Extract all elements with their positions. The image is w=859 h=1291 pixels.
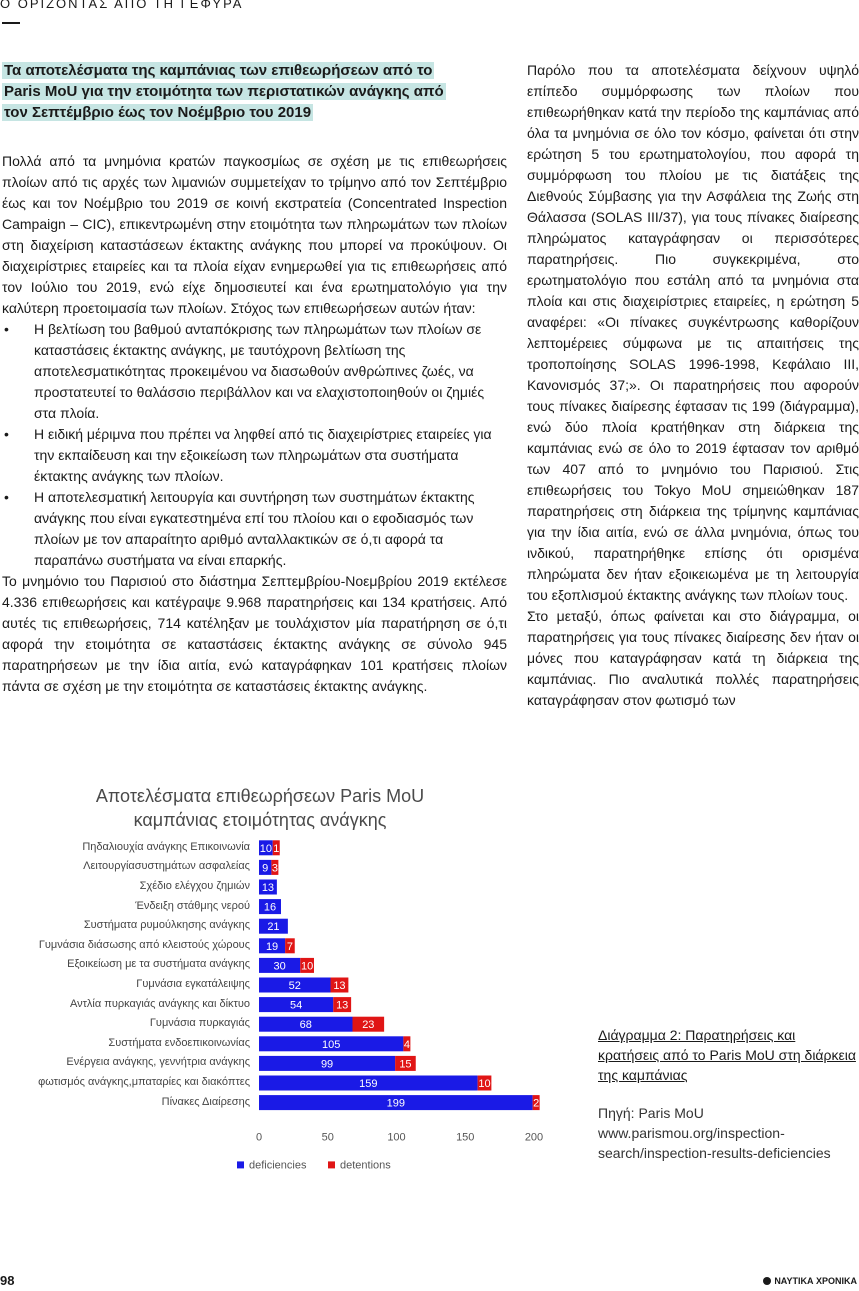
detention-value-label: 4 bbox=[403, 1038, 410, 1051]
category-label: Σχέδιο ελέγχου ζημιών bbox=[139, 880, 250, 892]
objective-item: • Η βελτίωση του βαθμού ανταπόκρισης των πληρωμάτων των πλοίων σε καταστάσεις έκτακτης ανάγκης, με ταυτόχρονη βελτίωση της αποτελεσματικότητας προκειμένου να διασωθούν ανθρώπινες ζωές, να προστατευτεί το θαλάσσιο περιβάλλον και να ελαχιστοποιηθούν οι ζημιές στα πλοία. bbox=[2, 319, 507, 424]
category-label: Πίνακες Διαίρεσης bbox=[161, 1095, 250, 1108]
chart-title-line-1: Αποτελέσματα επιθεωρήσεων Paris MoU bbox=[95, 786, 425, 806]
caption-source-url: www.parismou.org/inspection-search/inspection-results-deficiencies bbox=[598, 1125, 831, 1161]
brand-name: ΝΑΥΤΙΚΑ ΧΡΟΝΙΚΑ bbox=[774, 1276, 857, 1286]
publication-brand bbox=[763, 1276, 857, 1286]
legend-label: deficiencies bbox=[249, 1159, 307, 1172]
x-tick-label: 200 bbox=[524, 1131, 544, 1144]
category-label: Γυμνάσια εγκατάλειψης bbox=[136, 978, 250, 990]
category-label: φωτισμός ανάγκης,μπαταρίες και διακόπτες bbox=[38, 1076, 250, 1088]
x-tick-label: 50 bbox=[321, 1131, 334, 1144]
chart-title-line-2: καμπάνιας ετοιμότητας ανάγκης bbox=[133, 810, 387, 830]
paragraph-1: Πολλά από τα μνημόνια κρατών παγκοσμίως σε σχέση με τις επιθεωρήσεις πλοίων από τις αρχές των λιμανιών συμμετείχαν το τρίμηνο από τον Σεπτέμβριο έως και τον Νοέμβριο του 2019 σε κοινή εκστρατεία (Concentrated Inspection Campaign – CIC), επικεντρωμένη στην ετοιμότητα των πληρωμάτων των πλοίων στη διαχείριση καταστάσεων έκτακτης ανάγκης που μπορεί να προκύψουν. Οι διαχειρίστριες εταιρείες και τα πλοία είχαν ενημερωθεί για τις επιθεωρήσεις από τον Ιούλιο του 2019, ενώ είχε δημοσιευτεί και ένα ερωτηματολόγιο για την καλύτερη προετοιμασία των πλοίων. Στόχος των επιθεωρήσεων αυτών ήταν: bbox=[2, 153, 507, 316]
caption-title: Διάγραμμα 2: Παρατηρήσεις και κρατήσεις από το Paris MoU στη διάρκεια της καμπάνιας bbox=[598, 1027, 856, 1083]
category-label: Αντλία πυρκαγιάς ανάγκης και δίκτυο bbox=[69, 997, 250, 1010]
detention-value-label: 2 bbox=[533, 1097, 540, 1110]
deficiency-value-label: 19 bbox=[265, 940, 279, 953]
category-label: Γυμνάσια διάσωσης από κλειστούς χώρους bbox=[38, 938, 250, 951]
category-label: Ένδειξη στάθμης νερού bbox=[135, 899, 250, 912]
detention-value-label: 7 bbox=[286, 940, 293, 953]
category-label: Πηδαλιουχία ανάγκης Επικοινωνία bbox=[82, 840, 250, 853]
x-tick-label: 0 bbox=[255, 1131, 263, 1144]
page-number: 98 bbox=[0, 1273, 15, 1288]
left-column bbox=[2, 60, 507, 697]
deficiency-value-label: 52 bbox=[288, 980, 301, 992]
deficiency-value-label: 30 bbox=[273, 960, 286, 973]
detention-value-label: 15 bbox=[399, 1058, 412, 1071]
category-label: Εξοικείωση με τα συστήματα ανάγκης bbox=[67, 958, 250, 971]
deficiency-value-label: 159 bbox=[359, 1078, 378, 1090]
x-tick-label: 150 bbox=[456, 1131, 475, 1144]
article-heading: Τα αποτελέσματα της καμπάνιας των επιθεωρήσεων από το Paris MoU για την ετοιμότητα των περιστατικών ανάγκης από τον Σεπτέμβριο έως τον Νοέμβριο του 2019 bbox=[4, 62, 444, 121]
objectives-list bbox=[2, 319, 507, 571]
deficiency-value-label: 21 bbox=[267, 921, 280, 934]
deficiency-value-label: 54 bbox=[290, 999, 303, 1012]
deficiencies-chart bbox=[0, 772, 580, 1232]
legend-swatch bbox=[237, 1161, 244, 1168]
deficiency-value-label: 105 bbox=[322, 1038, 341, 1051]
chart-plot bbox=[0, 772, 580, 1232]
legend-swatch bbox=[328, 1161, 335, 1168]
detention-value-label: 10 bbox=[478, 1078, 491, 1090]
objective-item: • Η ειδική μέριμνα που πρέπει να ληφθεί από τις διαχειρίστριες εταιρείες για την εκπαίδευση και την εξοικείωση των πληρωμάτων στα συστήματα έκτακτης ανάγκης των πλοίων. bbox=[2, 424, 507, 487]
category-label: Συστήματα ενδοεπικοινωνίας bbox=[108, 1036, 250, 1049]
category-label: Λειτουργίασυστημάτων ασφαλείας bbox=[83, 860, 250, 873]
deficiency-value-label: 99 bbox=[320, 1058, 334, 1071]
deficiency-value-label: 68 bbox=[299, 1019, 312, 1032]
figure-caption bbox=[598, 1025, 859, 1163]
deficiency-value-label: 9 bbox=[262, 862, 269, 875]
deficiency-value-label: 16 bbox=[263, 901, 277, 914]
caption-source-label: Πηγή: Paris MoU bbox=[598, 1105, 704, 1121]
paragraph-2: Το μνημόνιο του Παρισιού στο διάστημα Σεπτεμβρίου-Νοεμβρίου 2019 εκτέλεσε 4.336 επιθεωρήσεις και κατέγραψε 9.968 παρατηρήσεις και 134 κρατήσεις. Από αυτές τις επιθεωρήσεις, 714 κατέληξαν με τουλάχιστον μία παρατήρηση σε ό,τι αφορά την ετοιμότητα σε καταστάσεις έκτακτης ανάγκης σε σύνολο 945 παρατηρήσεων με την ίδια αιτία, ενώ καταγράφηκαν 101 κρατήσεις πλοίων πάντα σε σχέση με την ετοιμότητα σε καταστάσεις έκτακτης ανάγκης. bbox=[2, 573, 507, 694]
detention-value-label: 1 bbox=[273, 842, 280, 855]
article-heading-block bbox=[2, 60, 467, 123]
detention-value-label: 13 bbox=[336, 999, 349, 1012]
x-tick-label: 100 bbox=[387, 1131, 406, 1144]
detention-value-label: 3 bbox=[271, 862, 278, 875]
deficiency-value-label: 13 bbox=[261, 882, 275, 894]
paragraph-3: Παρόλο που τα αποτελέσματα δείχνουν υψηλό επίπεδο συμμόρφωσης των πλοίων που επιθεωρήθηκαν κατά την περίοδο της καμπάνιας από όλα τα μνημόνια σε όλο τον κόσμο, φαίνεται ότι στην ερώτηση 5 του ερωτηματολογίου, που αφορά τη συμμόρφωση του πλοίου με τις διατάξεις της Διεθνούς Σύμβασης για την Ασφάλεια της Ζωής στη Θάλασσα (SOLAS III/37), για τους πίνακες διαίρεσης πληρώματος καταγράφησαν οι περισσότερες παρατηρήσεις. Πιο συγκεκριμένα, στο ερωτηματολόγιο που εστάλη από τα μνημόνια στα πλοία και στις διαχειρίστριες εταιρείες, η ερώτηση 5 αναφέρει: «Οι πίνακες συγκέντρωσης καθορίζουν λεπτομέρειες σύμφωνα με τις απαιτήσεις της τροποποίησης SOLAS 1996-1998, Κεφάλαιο III, Κανονισμός 37;». Οι παρατηρήσεις που αφορούν τους πίνακες διαίρεσης έφτασαν τις 199 (διάγραμμα), ενώ δύο πλοία κρατήθηκαν στη διάρκεια της καμπάνιας ενώ σε όλο το 2019 έφτασαν τον αριθμό των 407 από το μνημόνιο του Παρισιού. Στις επιθεωρήσεις του Tokyo MoU σημειώθηκαν 187 παρατηρήσεις στη διάρκεια της τρίμηνης καμπάνιας για την ίδια αιτία, ενώ σε άλλα μνημόνια, όπως του ινδικού, παρατηρήθηκε επίσης ότι ορισμένα πληρώματα δεν ήταν εξοικειωμένα με τη λειτουργία του εξοπλισμού έκτακτης ανάγκης των πλοίων τους. bbox=[527, 62, 859, 603]
detention-value-label: 23 bbox=[362, 1019, 375, 1032]
legend-label: detentions bbox=[340, 1159, 391, 1172]
running-head: Ο ΟΡΙΖΟΝΤΑΣ ΑΠΟ ΤΗ ΓΕΦΥΡΑ bbox=[0, 0, 244, 11]
brand-logo-icon bbox=[763, 1277, 771, 1285]
deficiency-value-label: 10 bbox=[259, 842, 272, 855]
right-column bbox=[527, 60, 859, 711]
detention-value-label: 10 bbox=[301, 960, 314, 973]
category-label: Ενέργεια ανάγκης, γεννήτρια ανάγκης bbox=[66, 1056, 250, 1069]
running-head-rule bbox=[2, 22, 20, 24]
category-label: Συστήματα ρυμούλκησης ανάγκης bbox=[83, 919, 250, 932]
paragraph-4: Στο μεταξύ, όπως φαίνεται και στο διάγραμμα, οι παρατηρήσεις για τους πίνακες διαίρεσης δεν ήταν οι μόνες που καταγράφησαν κατά τη διάρκεια της καμπάνιας. Πιο αναλυτικά πολλές παρατηρήσεις καταγράφησαν στον φωτισμό των bbox=[527, 608, 859, 708]
detention-value-label: 13 bbox=[333, 980, 346, 992]
deficiency-value-label: 199 bbox=[386, 1097, 405, 1110]
objective-item: • Η αποτελεσματική λειτουργία και συντήρηση των συστημάτων έκτακτης ανάγκης που είναι εγκατεστημένα επί του πλοίου και ο εφοδιασμός των πλοίων με τον απαραίτητο αριθμό ανταλλακτικών σε ό,τι αφορά τα παραπάνω συστήματα να είναι επαρκής. bbox=[2, 487, 507, 571]
category-label: Γυμνάσια πυρκαγιάς bbox=[149, 1017, 250, 1030]
